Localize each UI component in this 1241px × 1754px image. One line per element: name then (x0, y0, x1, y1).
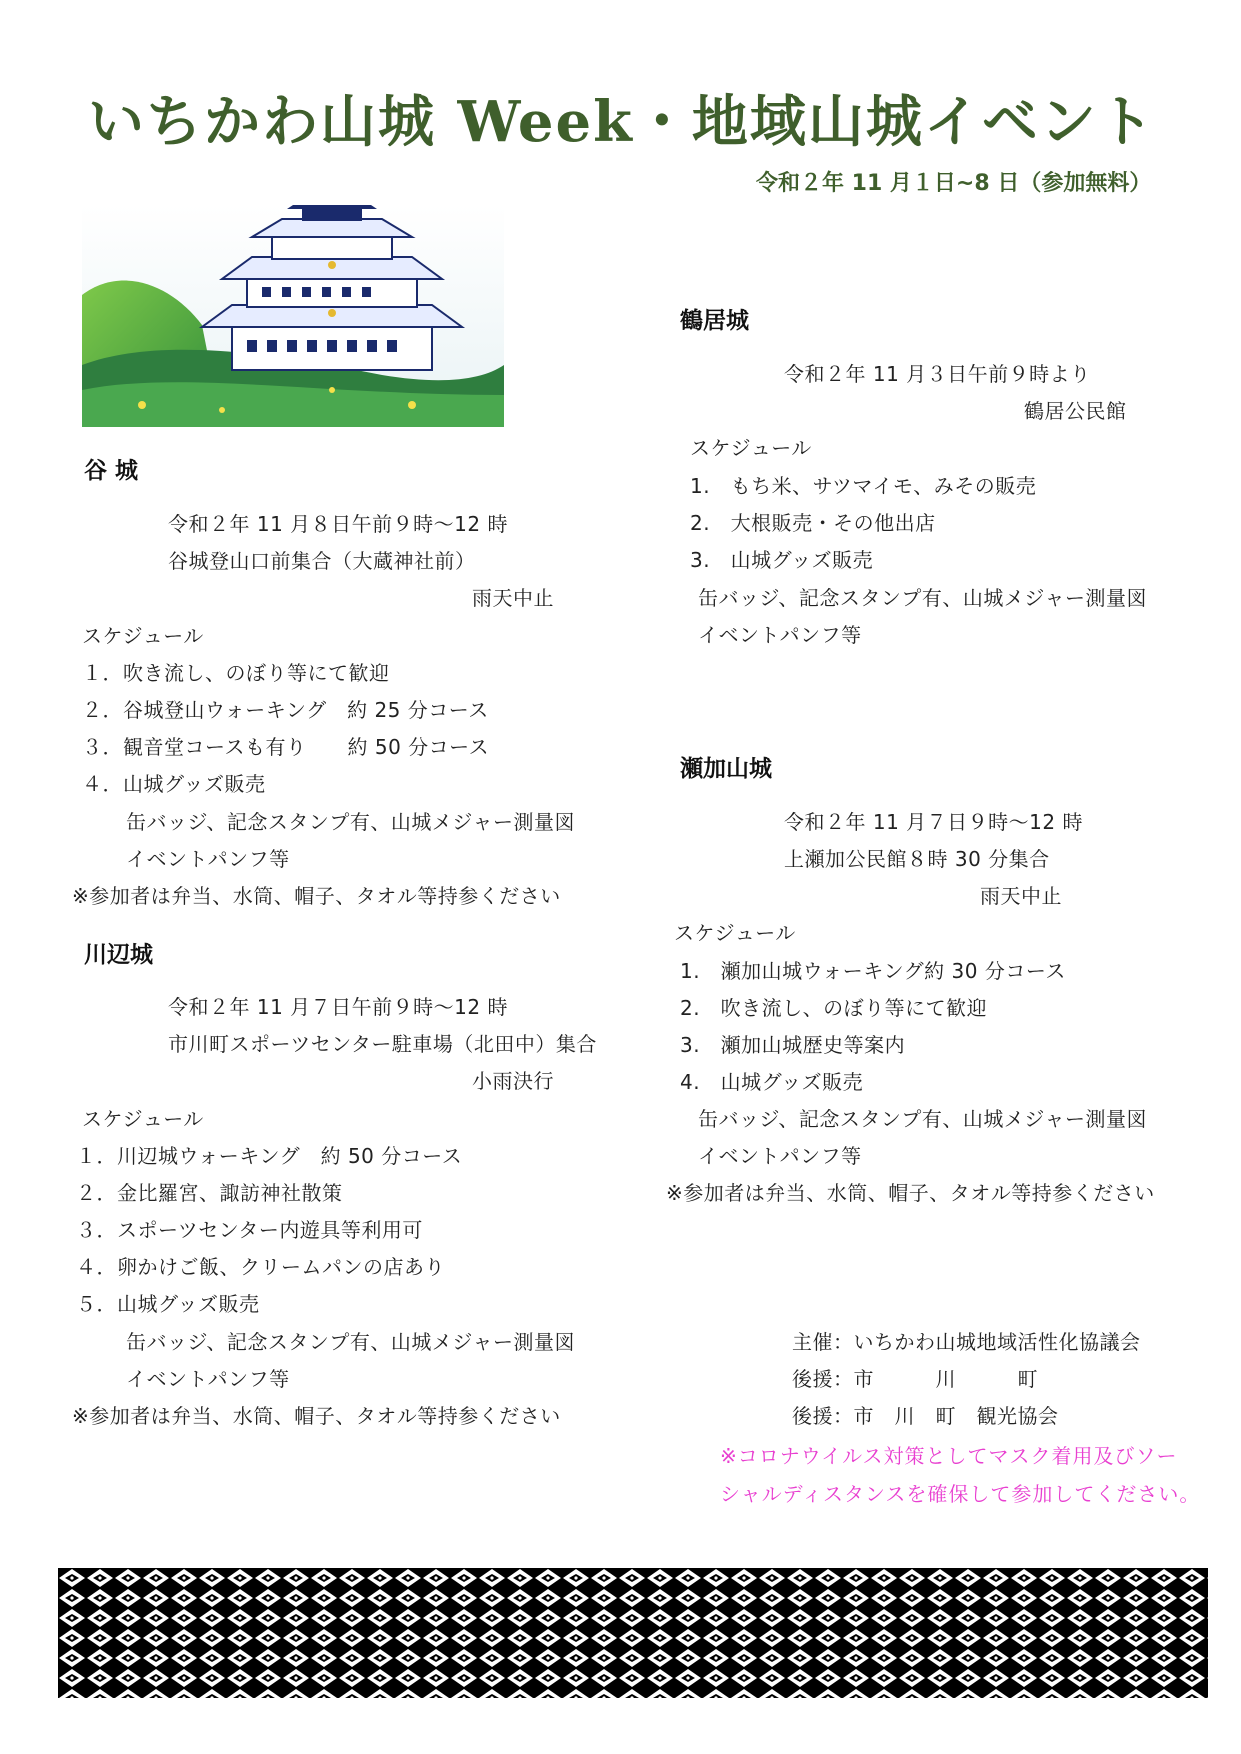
kawabe-schedule-item: ３．スポーツセンター内遊具等利用可 (76, 1218, 423, 1242)
section-heading-tsurui: 鶴居城 (680, 308, 749, 334)
page-title: いちかわ山城 Week・地域山城イベント (88, 89, 1156, 155)
kawabe-info-place: 市川町スポーツセンター駐車場（北田中）集合 (168, 1032, 597, 1056)
tsurui-schedule-item: 2. 大根販売・その他出店 (690, 511, 936, 535)
tsurui-info-place: 鶴居公民館 (1024, 399, 1127, 423)
kawabe-schedule-label: スケジュール (82, 1107, 204, 1131)
kawabe-goods-line: イベントパンフ等 (126, 1367, 290, 1391)
tsurui-schedule-label: スケジュール (690, 436, 812, 460)
tani-schedule-item: ２．谷城登山ウォーキング 約 25 分コース (82, 698, 489, 722)
section-heading-kawabe: 川辺城 (84, 942, 153, 968)
sponsor-support: 後援：市 川 町 (792, 1367, 1038, 1391)
tani-info-place: 谷城登山口前集合（大蔵神社前） (168, 549, 476, 573)
tsurui-goods-line: 缶バッジ、記念スタンプ有、山城メジャー測量図 (698, 586, 1147, 610)
seka-info-date: 令和２年 11 月７日９時～12 時 (784, 810, 1083, 834)
kawabe-schedule-item: ２．金比羅宮、諏訪神社散策 (76, 1181, 343, 1205)
seka-schedule-item: 2. 吹き流し、のぼり等にて歓迎 (680, 996, 988, 1020)
corona-notice-line: ※コロナウイルス対策としてマスク着用及びソー (720, 1444, 1178, 1468)
seka-info-place: 上瀬加公民館８時 30 分集合 (784, 847, 1050, 871)
tani-info-date: 令和２年 11 月８日午前９時～12 時 (168, 512, 508, 536)
tani-goods-line: イベントパンフ等 (126, 847, 290, 871)
tsurui-schedule-item: 1. もち米、サツマイモ、みその販売 (690, 474, 1037, 498)
kawabe-goods-line: 缶バッジ、記念スタンプ有、山城メジャー測量図 (126, 1330, 575, 1354)
tsurui-goods-line: イベントパンフ等 (698, 623, 862, 647)
tani-goods-line: 缶バッジ、記念スタンプ有、山城メジャー測量図 (126, 810, 575, 834)
seka-schedule-item: 4. 山城グッズ販売 (680, 1070, 864, 1094)
seka-goods-line: イベントパンフ等 (698, 1144, 862, 1168)
seka-schedule-item: 1. 瀬加山城ウォーキング約 30 分コース (680, 959, 1066, 983)
kawabe-note: ※参加者は弁当、水筒、帽子、タオル等持参ください (72, 1404, 561, 1428)
tani-schedule-label: スケジュール (82, 624, 204, 648)
tani-schedule-item: １．吹き流し、のぼり等にて歓迎 (82, 661, 390, 685)
tani-info-weather: 雨天中止 (472, 586, 554, 610)
tani-schedule-item: ４．山城グッズ販売 (82, 772, 266, 796)
seka-schedule-item: 3. 瀬加山城歴史等案内 (680, 1033, 906, 1057)
kawabe-schedule-item: ４．卵かけご飯、クリームパンの店あり (76, 1255, 445, 1279)
kawabe-info-date: 令和２年 11 月７日午前９時～12 時 (168, 995, 508, 1019)
kawabe-info-weather: 小雨決行 (472, 1069, 554, 1093)
section-heading-tani: 谷 城 (84, 458, 139, 484)
tani-note: ※参加者は弁当、水筒、帽子、タオル等持参ください (72, 884, 561, 908)
tsurui-schedule-item: 3. 山城グッズ販売 (690, 548, 874, 572)
castle-illustration (82, 205, 504, 427)
event-date: 令和２年 11 月１日~8 日（参加無料） (756, 171, 1152, 196)
seka-info-weather: 雨天中止 (980, 884, 1062, 908)
tani-schedule-item: ３．観音堂コースも有り 約 50 分コース (82, 735, 490, 759)
kawabe-schedule-item: ５．山城グッズ販売 (76, 1292, 260, 1316)
section-heading-seka: 瀬加山城 (680, 756, 772, 782)
sponsor-support: 後援：市 川 町 観光協会 (792, 1404, 1059, 1428)
seka-schedule-label: スケジュール (674, 921, 796, 945)
tsurui-info-date: 令和２年 11 月３日午前９時より (784, 362, 1091, 386)
kawabe-schedule-item: １．川辺城ウォーキング 約 50 分コース (76, 1144, 463, 1168)
seka-goods-line: 缶バッジ、記念スタンプ有、山城メジャー測量図 (698, 1107, 1147, 1131)
corona-notice-line: シャルディスタンスを確保して参加してください。 (720, 1482, 1201, 1506)
decorative-pattern-band (58, 1568, 1208, 1698)
sponsor-organizer: 主催：いちかわ山城地域活性化協議会 (792, 1330, 1141, 1354)
seka-note: ※参加者は弁当、水筒、帽子、タオル等持参ください (666, 1181, 1155, 1205)
